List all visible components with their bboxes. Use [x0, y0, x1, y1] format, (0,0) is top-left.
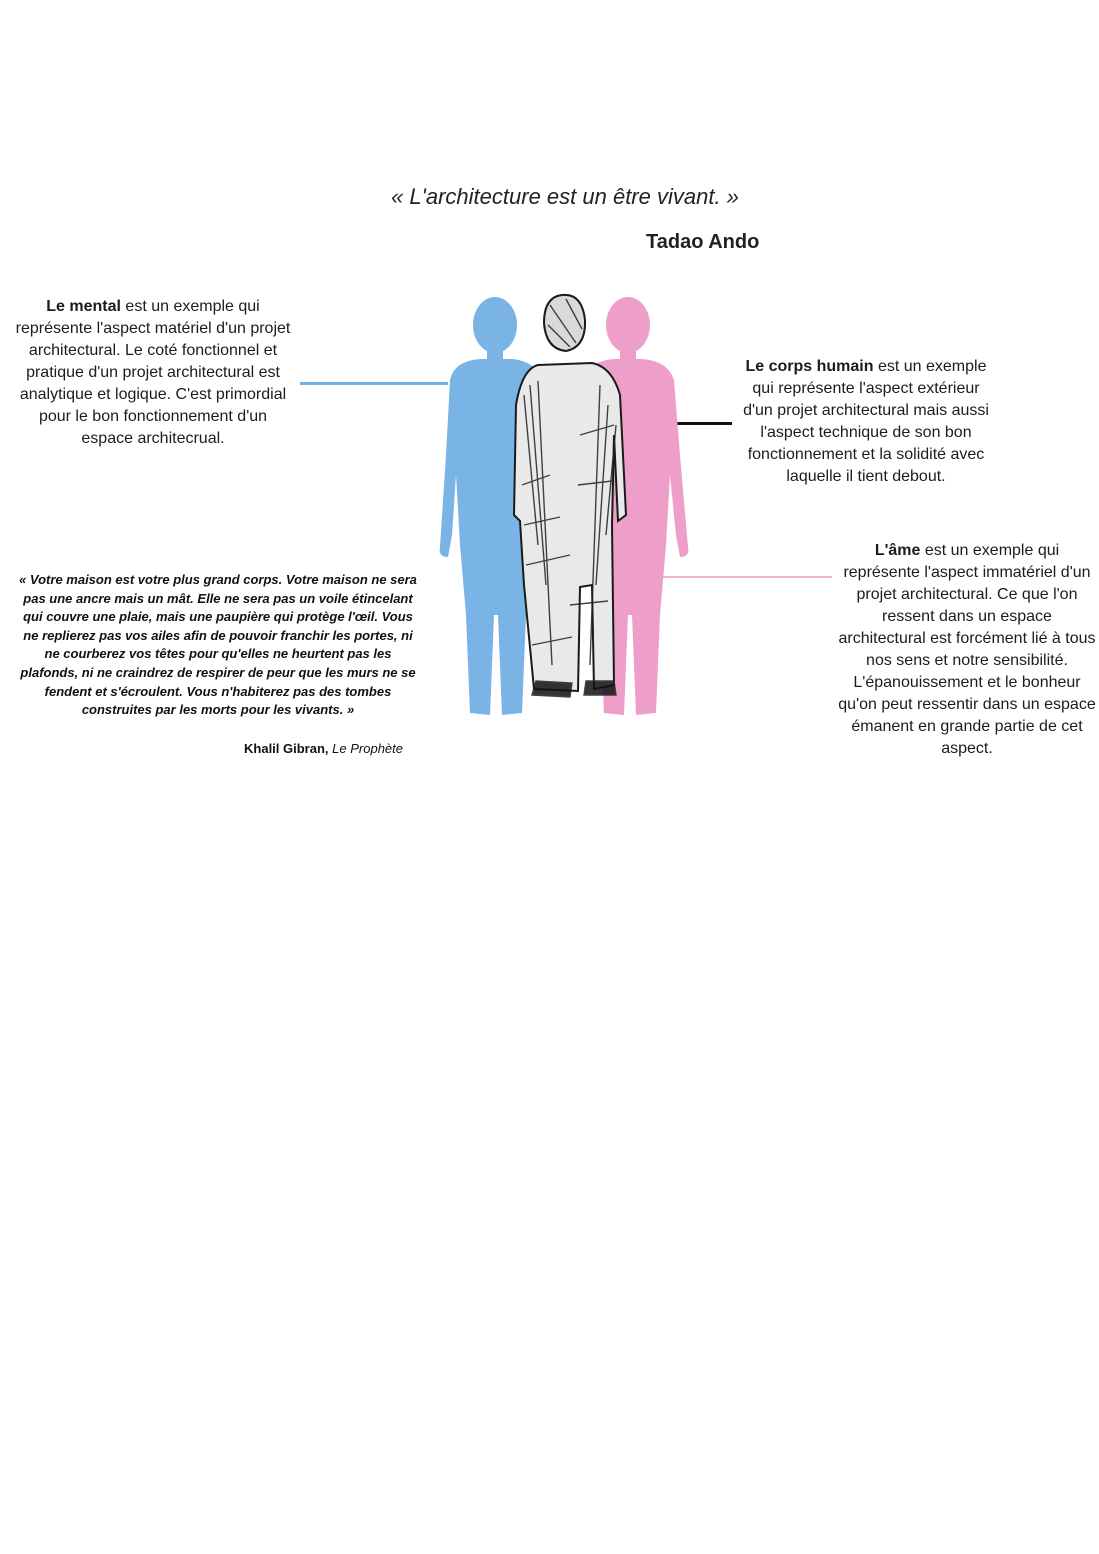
gibran-credit: [244, 741, 403, 756]
ame-text: est un exemple qui représente l'aspect immatériel d'un projet architectural. Ce que l'on ressent dans un espace architectural est forcément lié à tous nos sens et notre sensibilité. L'épanouissement et le bonheur qu'on peut ressentir dans un espace émanent en grande partie de cet aspect.: [838, 542, 1096, 757]
mental-heading: Le mental: [46, 298, 121, 315]
mental-text: est un exemple qui représente l'aspect matériel d'un projet architectural. Le coté fonctionnel et pratique d'un projet architectural est analytique et logique. C'est primordial pour le bon fonctionnement d'un espace architecrual.: [15, 298, 291, 447]
corps-text: est un exemple qui représente l'aspect extérieur d'un projet architectural mais aussi l'aspect technique de son bon fonctionnement et la solidité avec laquelle il tient debout.: [743, 358, 989, 485]
ame-heading: L'âme: [874, 542, 921, 559]
gibran-author: Khalil Gibran,: [244, 741, 329, 756]
corps-description: [738, 356, 994, 488]
ame-description: [838, 540, 1096, 760]
page-title-author: Tadao Ando: [646, 231, 760, 253]
gibran-quote: « Votre maison est votre plus grand corps. Votre maison ne sera pas une ancre mais un mât. Elle ne sera pas un voile étincelant qui couvre une plaie, mais une paupière qui protège l'œil. Vous ne replierez pas vos ailes afin de pouvoir franchir les portes, ni ne courberez vos têtes pour qu'elles ne heurtent pas les plafonds, ni ne craindrez de respirer de peur que les murs ne se fendent et s'écroulent. Vous n'habiterez pas des tombes construites par les morts pour les vivants. »: [19, 572, 417, 718]
gibran-work: Le Prophète: [332, 741, 403, 756]
mental-description: [14, 296, 292, 450]
corps-heading: Le corps humain: [745, 358, 874, 375]
human-figures-illustration: [420, 285, 710, 725]
page-title-quote: « L'architecture est un être vivant. »: [391, 184, 739, 209]
